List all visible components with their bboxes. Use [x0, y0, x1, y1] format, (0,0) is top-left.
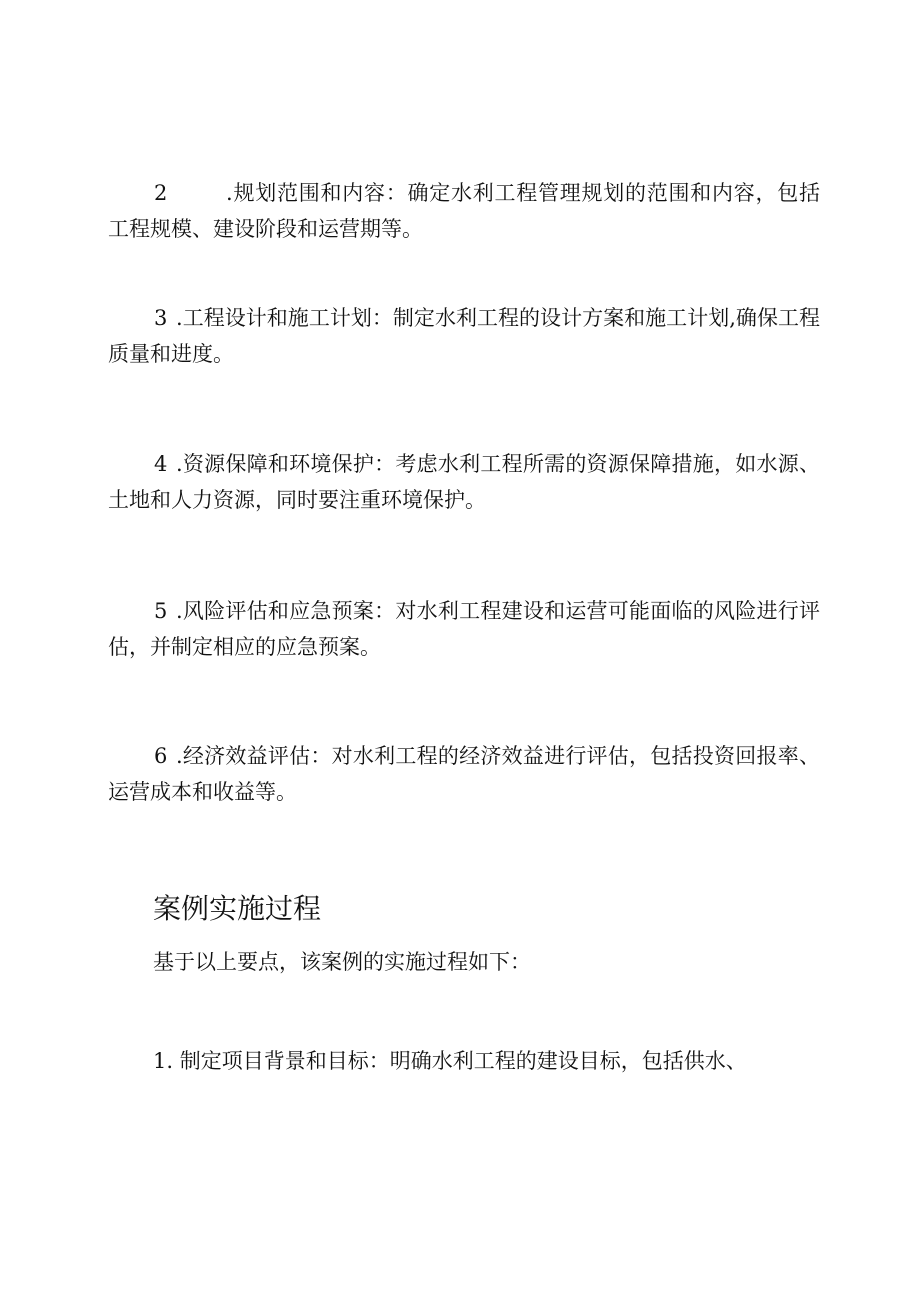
step-item-1: 1. 制定项目背景和目标：明确水利工程的建设目标，包括供水、 [153, 1049, 747, 1073]
list-separator: . [226, 181, 233, 205]
list-text: 规划范围和内容：确定水利工程管理规划的范围和内容，包括工程规模、建设阶段和运营期等。 [108, 181, 820, 241]
list-separator: . [176, 452, 183, 476]
list-text: 风险评估和应急预案：对水利工程建设和运营可能面临的风险进行评估，并制定相应的应急预案。 [108, 599, 820, 659]
list-separator: . [176, 306, 183, 330]
list-number: 5 [154, 599, 168, 623]
list-item-5 [108, 593, 820, 665]
list-text: 资源保障和环境保护：考虑水利工程所需的资源保障措施，如水源、土地和人力资源，同时要注重环境保护。 [108, 452, 820, 512]
list-item-6 [108, 738, 820, 810]
list-number: 6 [154, 744, 168, 768]
section-heading: 案例实施过程 [153, 892, 322, 925]
list-separator: . [176, 599, 183, 623]
list-item-4 [108, 446, 820, 518]
list-number: 2 [154, 181, 168, 205]
list-item-3 [108, 300, 820, 372]
list-number: 4 [154, 452, 168, 476]
list-separator: . [176, 744, 183, 768]
list-text: 工程设计和施工计划：制定水利工程的设计方案和施工计划,确保工程质量和进度。 [108, 306, 820, 366]
list-number: 3 [154, 306, 168, 330]
list-item-2 [108, 175, 820, 247]
list-text: 经济效益评估：对水利工程的经济效益进行评估，包括投资回报率、运营成本和收益等。 [108, 744, 820, 804]
section-intro: 基于以上要点，该案例的实施过程如下： [153, 950, 531, 974]
